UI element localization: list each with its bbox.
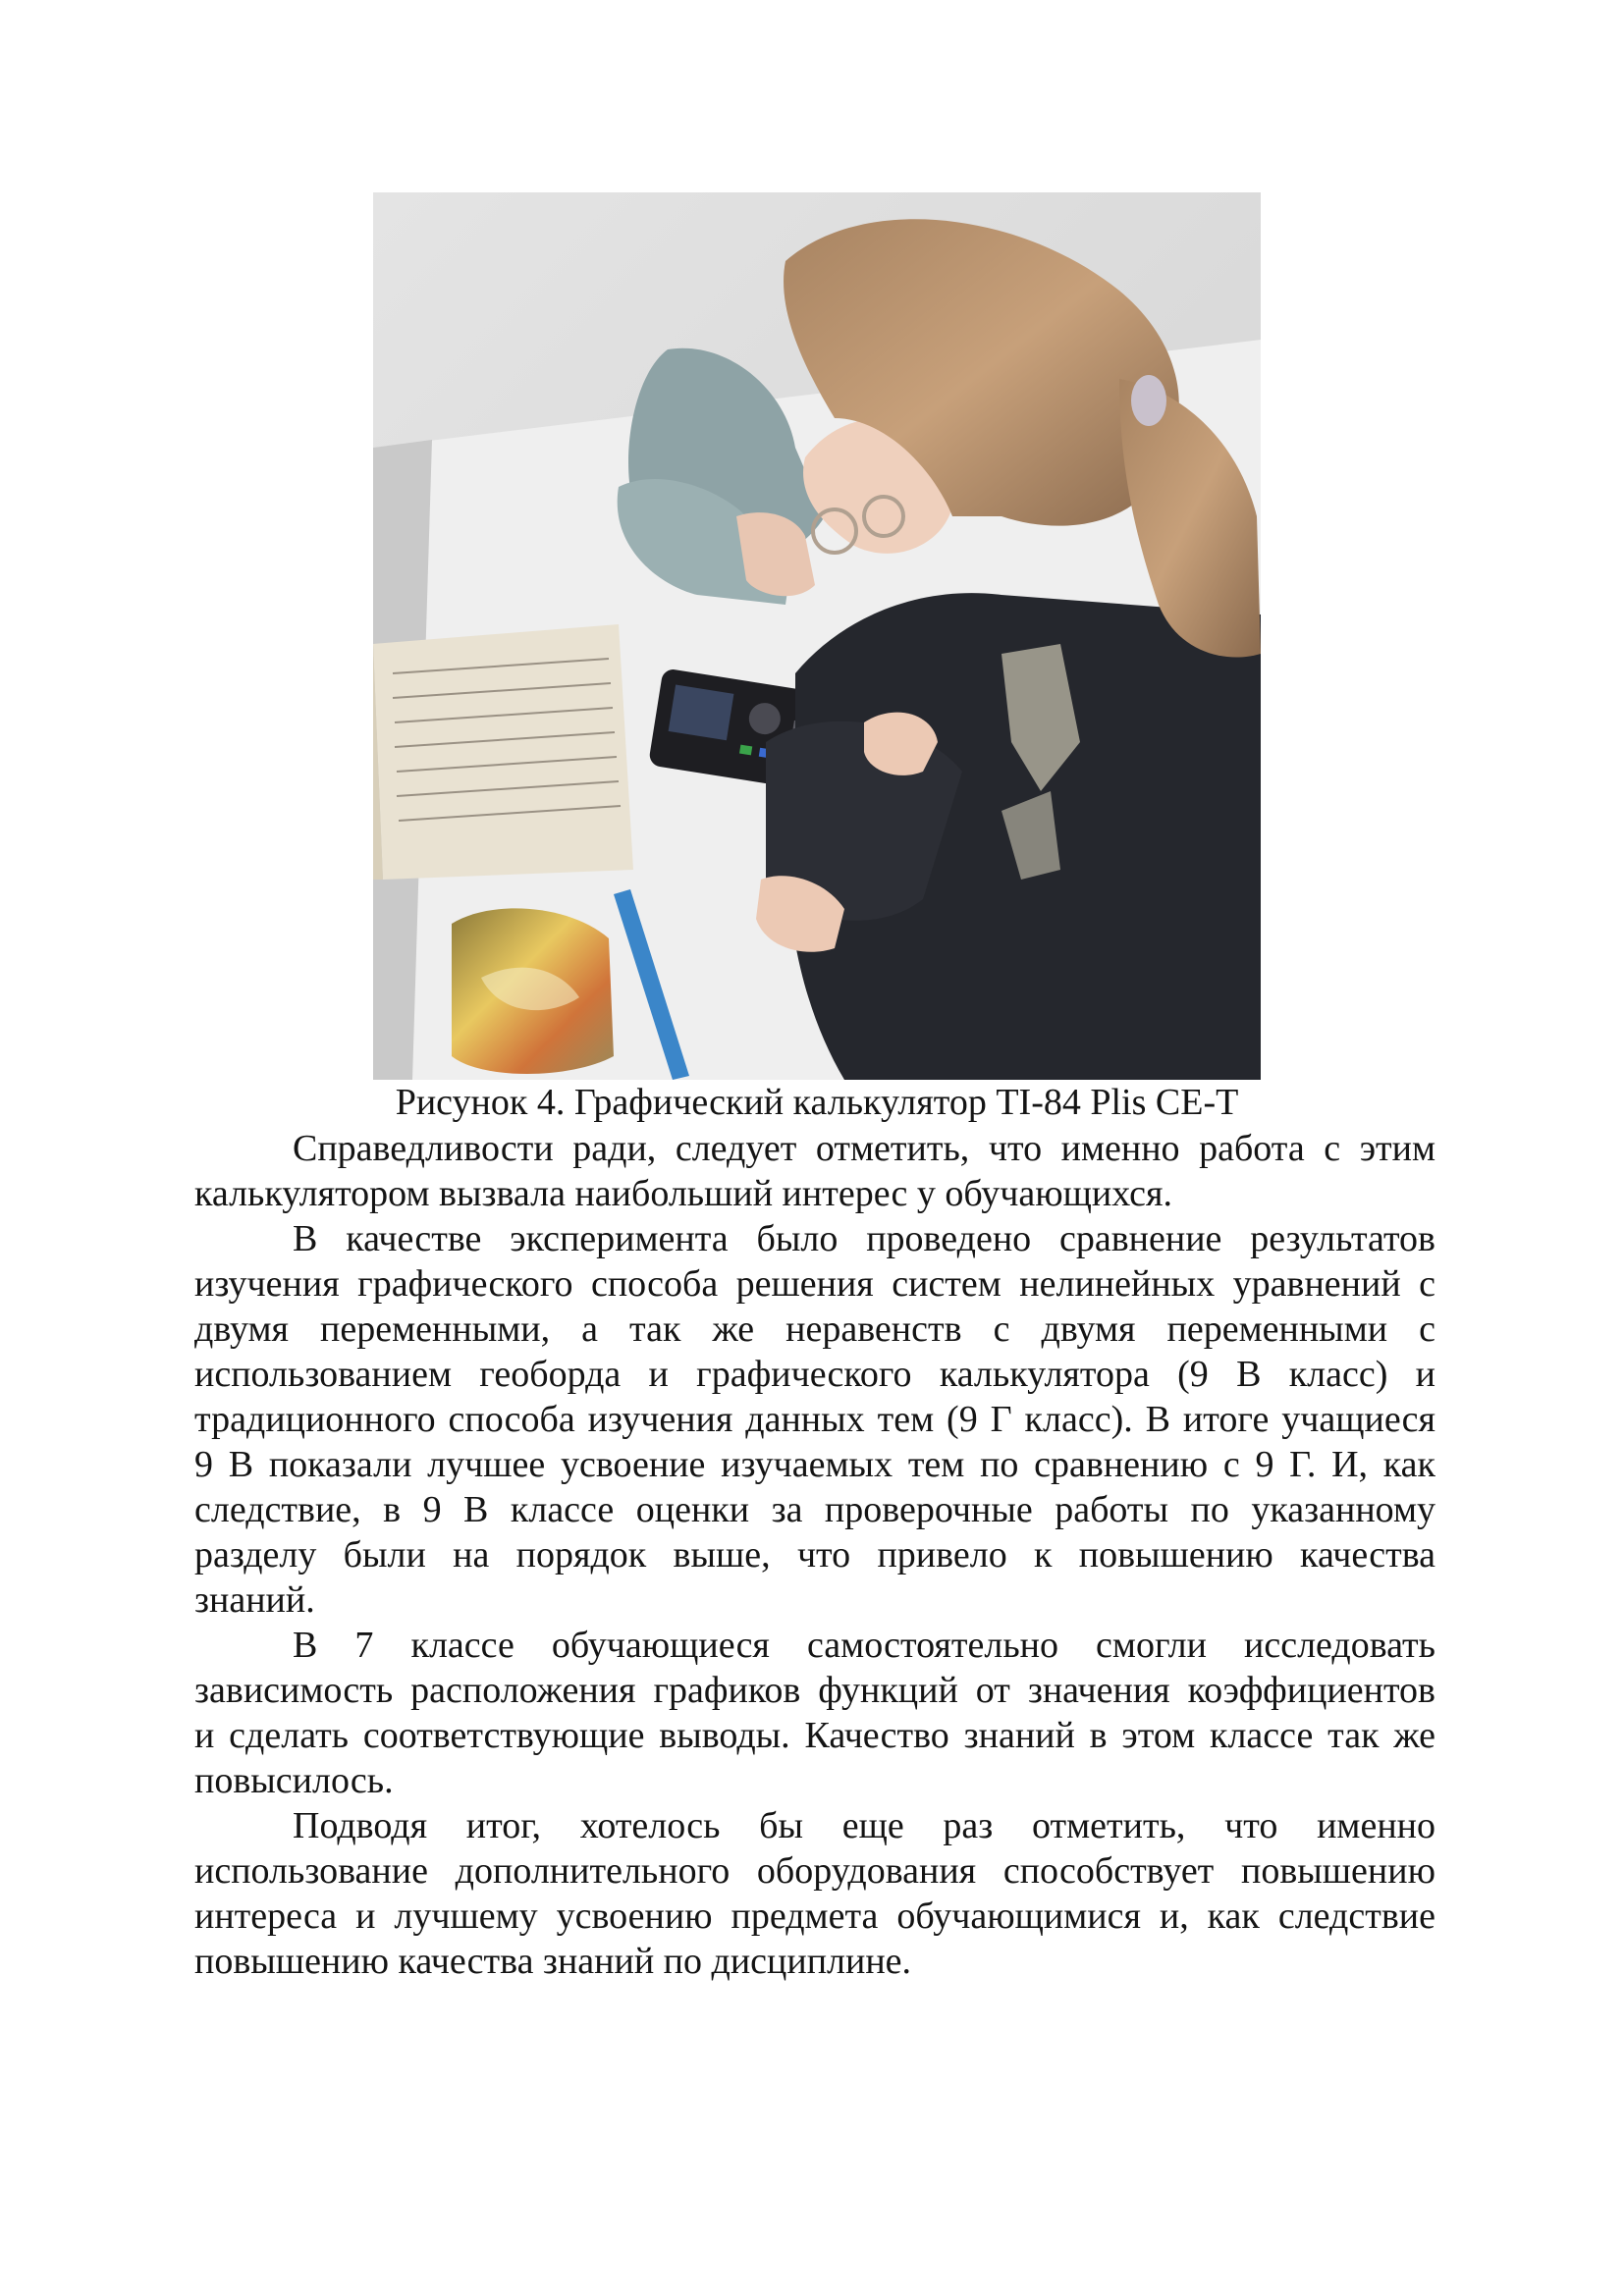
paragraph-3-line-2: зависимость расположения графиков функций от значения коэффициентов: [194, 1670, 1435, 1711]
paragraph-2-line-1: В качестве эксперимента было проведено сравнение результатов: [293, 1218, 1435, 1259]
paragraph-2-line-7: следствие, в 9 В классе оценки за проверочные работы по указанному: [194, 1489, 1435, 1530]
paragraph-2-line-2: изучения графического способа решения систем нелинейных уравнений с: [194, 1263, 1435, 1305]
figure-caption: Рисунок 4. Графический калькулятор TI-84 Plis CE-T: [395, 1082, 1239, 1123]
paragraph-2-line-4: использованием геоборда и графического калькулятора (9 В класс) и: [194, 1354, 1435, 1395]
paragraph-2-line-3: двумя переменными, а так же неравенств с двумя переменными с: [194, 1308, 1435, 1350]
paragraph-2-line-9: знаний.: [194, 1579, 315, 1621]
paragraph-2-line-6: 9 В показали лучшее усвоение изучаемых тем по сравнению с 9 Г. И, как: [194, 1444, 1435, 1485]
paragraph-1-line-1: Справедливости ради, следует отметить, что именно работа с этим: [293, 1128, 1435, 1169]
paragraph-4-line-4: повышению качества знаний по дисциплине.: [194, 1941, 912, 1982]
paragraph-4-line-1: Подводя итог, хотелось бы еще раз отметить, что именно: [293, 1805, 1435, 1846]
paragraph-3-line-3: и сделать соответствующие выводы. Качество знаний в этом классе так же: [194, 1715, 1435, 1756]
paragraph-4-line-3: интереса и лучшему усвоению предмета обучающимися и, как следствие: [194, 1896, 1435, 1937]
figure-photo: [373, 192, 1261, 1080]
paragraph-3-line-1: В 7 классе обучающиеся самостоятельно смогли исследовать: [293, 1625, 1435, 1666]
paragraph-4-line-2: использование дополнительного оборудования способствует повышению: [194, 1850, 1435, 1892]
paragraph-2-line-8: разделу были на порядок выше, что привело к повышению качества: [194, 1534, 1435, 1575]
paragraph-2-line-5: традиционного способа изучения данных тем (9 Г класс). В итоге учащиеся: [194, 1399, 1435, 1440]
paragraph-1-line-2: калькулятором вызвала наибольший интерес у обучающихся.: [194, 1173, 1172, 1214]
paragraph-3-line-4: повысилось.: [194, 1760, 394, 1801]
